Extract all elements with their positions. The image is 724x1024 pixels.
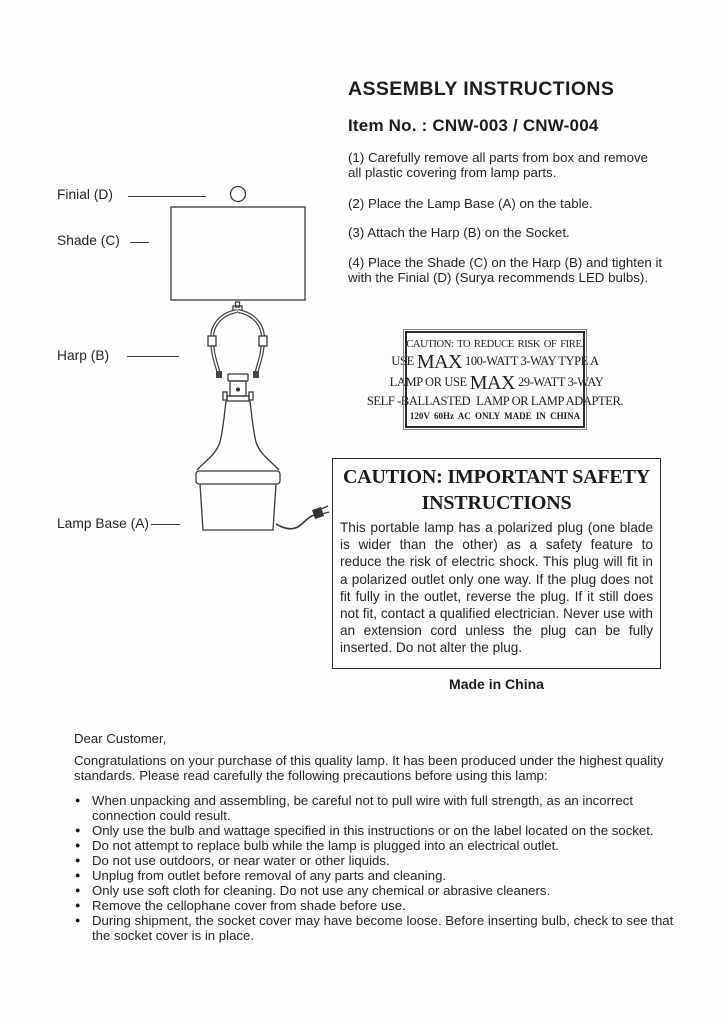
finial-icon — [231, 187, 246, 202]
fire-label-line5: 120V 60Hz AC ONLY MADE IN CHINA — [409, 411, 581, 421]
page-title: ASSEMBLY INSTRUCTIONS — [348, 78, 615, 100]
assembly-step-2: (2) Place the Lamp Base (A) on the table. — [348, 196, 593, 211]
list-item: Unplug from outlet before removal of any parts and cleaning. — [92, 867, 447, 883]
fire-label-line2-post: 100-WATT 3-WAY TYPE A — [464, 354, 599, 368]
fire-label-line2-max: MAX — [416, 350, 462, 373]
fire-label-line3-post: 29-WATT 3-WAY — [517, 375, 604, 389]
assembly-step-3: (3) Attach the Harp (B) on the Socket. — [348, 225, 570, 240]
safety-title-line1: CAUTION: IMPORTANT SAFETY — [343, 466, 650, 488]
safety-body-text: This portable lamp has a polarized plug (one blade is wider than the other) as a safety feature to reduce the risk of electric shock. This plug will fit in a polarized outlet only one way. If the plug does not fit fully in the outlet, reverse the plug. If it still does not fit, contact a qualified electrician. Never use with an extension cord unless the plug can be fully inserted. Do not alter the plug. — [340, 520, 653, 656]
list-item: Do not use outdoors, or near water or other liquids. — [92, 852, 390, 868]
customer-letter — [74, 731, 674, 943]
item-number: Item No. : CNW-003 / CNW-004 — [348, 116, 599, 135]
salutation: Dear Customer, — [74, 731, 167, 746]
fire-label-line4-post: LAMP OR LAMP ADAPTER. — [476, 394, 624, 408]
socket — [223, 374, 253, 401]
bullet-icon: ● — [75, 914, 81, 925]
bullet-icon: ● — [75, 794, 81, 805]
fire-caution-label — [366, 331, 624, 428]
precaution-list — [74, 793, 674, 943]
fire-label-line2 — [391, 350, 599, 373]
safety-title-line2: INSTRUCTIONS — [421, 492, 572, 514]
fire-label-line4 — [366, 393, 624, 410]
fire-label-line1: CAUTION: TO REDUCE RISK OF FIRE. — [406, 338, 584, 350]
bullet-icon: ● — [75, 839, 81, 850]
bullet-icon: ● — [75, 869, 81, 880]
safety-instructions-box — [332, 458, 661, 669]
list-item: Only use soft cloth for cleaning. Do not use any chemical or abrasive cleaners. — [92, 882, 551, 898]
fire-label-line3-pre: LAMP OR USE — [389, 375, 467, 389]
fire-label-line4-pre: SELF -BALLASTED — [366, 394, 471, 408]
label-shade: Shade (C) — [57, 233, 120, 248]
fire-label-line3 — [389, 371, 604, 394]
list-item: Only use the bulb and wattage specified in this instructions or on the label located on the socket. — [92, 822, 654, 838]
label-finial: Finial (D) — [57, 187, 113, 202]
harp-arms — [208, 311, 267, 378]
bullet-icon: ● — [75, 899, 81, 910]
list-item: During shipment, the socket cover may have become loose. Before inserting bulb, check to see that the socket cover is in place. — [92, 912, 674, 943]
assembly-step-1: (1) Carefully remove all parts from box and remove all plastic covering from lamp parts. — [348, 150, 649, 180]
list-item: When unpacking and assembling, be careful not to pull wire with full strength, as an incorrect connection could result. — [92, 792, 633, 823]
bullet-icon: ● — [75, 824, 81, 835]
label-harp: Harp (B) — [57, 348, 110, 363]
fire-label-line3-max: MAX — [469, 371, 515, 394]
assembly-step-4: (4) Place the Shade (C) on the Harp (B) and tighten it with the Finial (D) (Surya recommends LED bulbs). — [348, 255, 663, 285]
bullet-icon: ● — [75, 854, 81, 865]
bullet-icon: ● — [75, 884, 81, 895]
safety-title — [333, 464, 660, 516]
list-item: Remove the cellophane cover from shade before use. — [92, 897, 406, 913]
fire-label-line2-pre: USE — [391, 354, 414, 368]
letter-intro: Congratulations on your purchase of this quality lamp. It has been produced under the highest quality standards. Please read carefully the following precautions before using this lamp: — [74, 753, 664, 784]
made-in-china-text: Made in China — [449, 676, 544, 692]
label-lamp-base: Lamp Base (A) — [57, 516, 150, 531]
list-item: Do not attempt to replace bulb while the lamp is plugged into an electrical outlet. — [92, 837, 559, 853]
power-cord — [276, 506, 329, 529]
lamp-diagram — [120, 178, 345, 543]
lamp-base-body — [196, 401, 280, 530]
shade-outline — [171, 207, 305, 300]
